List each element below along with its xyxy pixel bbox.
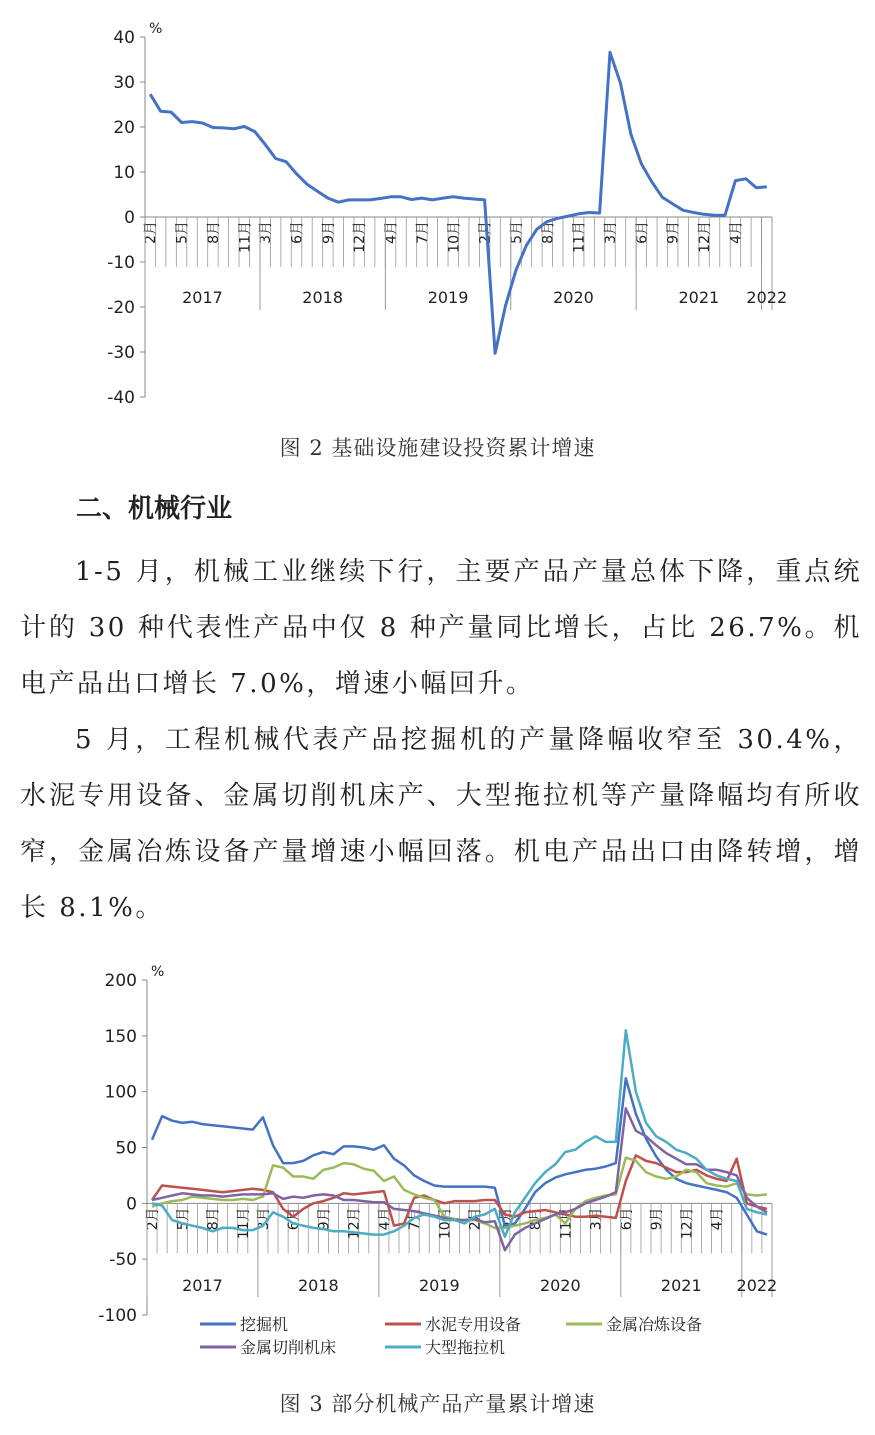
y-tick-label: 150 [104,1026,137,1047]
x-tick-label: 12月 [679,1207,696,1240]
legend-label: 大型拖拉机 [425,1338,506,1357]
x-tick-label: 5月 [508,221,525,244]
x-tick-label: 9月 [665,221,682,244]
x-tick-label: 2月 [467,1207,484,1231]
x-tick-label: 8月 [528,1207,545,1231]
x-tick-label: 3月 [258,221,275,244]
y-tick-label: 50 [115,1138,137,1159]
y-tick-label: 0 [124,208,135,228]
x-tick-label: 8月 [205,1207,222,1231]
x-tick-label: 5月 [497,1207,514,1231]
x-tick-label: 6月 [286,1207,303,1231]
x-tick-label: 12月 [352,221,369,253]
x-tick-label: 8月 [205,221,222,244]
paragraph-2: 5 月，工程机械代表产品挖掘机的产量降幅收窄至 30.4%，水泥专用设备、金属切削机床产、大型拖拉机等产量降幅均有所收窄，金属冶炼设备产量增速小幅回落。机电产品出口由降转增，增长 8.1%。 [20,725,862,923]
x-tick-label: 2月 [145,1207,162,1231]
x-tick-label: 4月 [728,221,745,244]
x-tick-label: 3月 [603,221,620,244]
year-label: 2021 [678,288,720,307]
x-tick-label: 5月 [175,1207,192,1231]
x-tick-label: 4月 [376,1207,393,1231]
y-tick-label: 100 [104,1082,137,1103]
x-tick-label: 12月 [697,221,714,253]
x-tick-label: 2月 [477,221,494,244]
x-tick-label: 12月 [346,1207,363,1240]
year-label: 2018 [302,288,344,307]
x-tick-label: 9月 [649,1207,666,1231]
x-tick-label: 4月 [383,221,400,244]
year-label: 2020 [553,288,594,307]
x-tick-label: 5月 [174,221,191,244]
x-tick-label: 10月 [437,1207,454,1240]
y-tick-label: -20 [107,298,135,318]
year-label: 2019 [418,1276,460,1295]
y-tick-label: -40 [107,388,135,408]
x-tick-label: 4月 [709,1207,726,1231]
x-tick-label: 8月 [540,221,557,244]
x-tick-label: 11月 [237,221,254,253]
x-tick-label: 6月 [289,221,306,244]
year-label: 2021 [660,1276,702,1295]
x-tick-label: 7月 [414,221,431,244]
x-tick-label: 7月 [407,1207,424,1231]
x-tick-label: 10月 [446,221,463,253]
y-tick-label: 200 [104,971,137,991]
year-label: 2022 [746,288,788,307]
x-tick-label: 3月 [255,1207,272,1231]
y-unit-label: % [149,21,163,37]
y-tick-label: -10 [107,253,135,273]
x-tick-label: 2月 [143,221,160,244]
year-label: 2020 [539,1276,581,1295]
year-label: 2018 [298,1276,339,1295]
infrastructure-investment-chart [0,0,875,420]
legend-label: 水泥专用设备 [425,1315,522,1334]
series-line-0 [150,52,767,353]
year-label: 2019 [427,288,469,307]
x-tick-label: 6月 [618,1207,635,1231]
x-tick-label: 9月 [320,221,337,244]
year-label: 2017 [182,288,223,307]
y-tick-label: 30 [113,73,135,93]
year-label: 2017 [182,1276,223,1295]
y-tick-label: -100 [98,1306,137,1326]
legend-label: 挖掘机 [240,1315,289,1334]
paragraph-1: 1-5 月，机械工业继续下行，主要产品产量总体下降，重点统计的 30 种代表性产品中仅 8 种产量同比增长，占比 26.7%。机电产品出口增长 7.0%，增速小幅回升。 [20,557,862,699]
y-tick-label: 10 [113,163,135,183]
y-unit-label: % [151,964,165,980]
legend-label: 金属冶炼设备 [606,1315,703,1334]
y-tick-label: 0 [126,1194,137,1215]
x-tick-label: 9月 [316,1207,333,1231]
year-label: 2022 [736,1276,778,1295]
x-tick-label: 11月 [558,1207,575,1240]
figure-2-caption: 图 2 基础设施建设投资累计增速 [279,436,596,460]
legend-label: 金属切削机床 [240,1338,337,1357]
x-tick-label: 3月 [588,1207,605,1231]
y-tick-label: 40 [113,28,135,48]
x-tick-label: 11月 [235,1207,252,1240]
y-tick-label: 20 [113,118,135,138]
machinery-output-chart [0,955,875,1375]
y-tick-label: -30 [107,343,135,363]
figure-3-caption: 图 3 部分机械产品产量累计增速 [279,1392,596,1416]
x-tick-label: 6月 [634,221,651,244]
x-tick-label: 11月 [571,221,588,253]
section-heading: 二、机械行业 [76,494,233,524]
y-tick-label: -50 [109,1250,137,1271]
